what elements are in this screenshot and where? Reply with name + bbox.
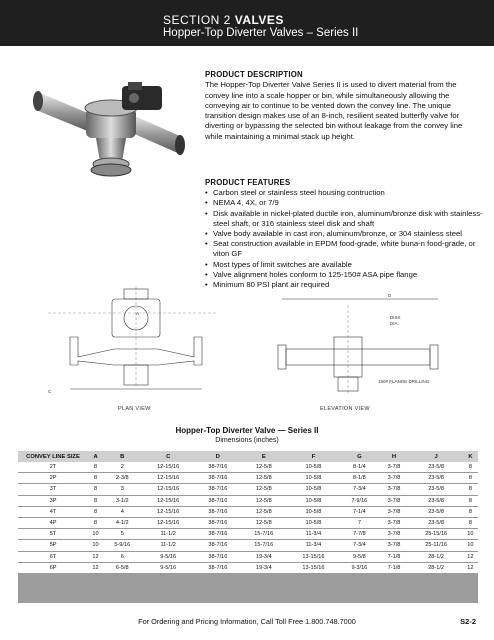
dimension-cell: 8 <box>88 517 103 528</box>
dimension-cell: 38-7/16 <box>195 551 241 562</box>
dimension-cell: 10 <box>88 540 103 551</box>
page-header <box>0 0 494 46</box>
column-header: G <box>340 451 378 462</box>
dimension-cell: 38-7/16 <box>195 462 241 473</box>
feature-item: • Carbon steel or stainless steel housing contruction <box>205 188 485 198</box>
dimension-cell: 13-15/16 <box>287 551 340 562</box>
table-row <box>18 517 478 528</box>
dimension-cell: 15-7/16 <box>241 540 287 551</box>
table-row <box>18 562 478 573</box>
page-number: S2-2 <box>460 617 476 626</box>
dimension-cell: 12 <box>88 551 103 562</box>
dimension-cell: 10 <box>88 529 103 540</box>
section-word: VALVES <box>234 13 284 27</box>
column-header: D <box>195 451 241 462</box>
dimension-cell: 11-1/2 <box>141 540 194 551</box>
dimension-cell: 7-9/16 <box>340 495 378 506</box>
dim-label-disk: DISK <box>390 315 401 320</box>
dimension-cell: 12-5/8 <box>241 506 287 517</box>
column-header: K <box>463 451 478 462</box>
dimension-cell: 2 <box>103 462 141 473</box>
dimension-cell: 28-1/2 <box>409 551 462 562</box>
dimension-cell: 3-7/8 <box>379 540 410 551</box>
features-list <box>205 188 485 290</box>
plan-view-drawing <box>48 287 218 394</box>
dimension-cell: 13-15/16 <box>287 562 340 573</box>
dimension-cell: 7-1/8 <box>379 551 410 562</box>
dim-label-d: D <box>388 293 392 298</box>
dimension-cell: 9-3/16 <box>340 562 378 573</box>
feature-item: • Minimum 80 PSI plant air required <box>205 280 485 290</box>
dimension-cell: 12-5/8 <box>241 517 287 528</box>
table-row <box>18 484 478 495</box>
dimension-cell: 23-5/8 <box>409 462 462 473</box>
dimension-cell: 7-3/4 <box>340 540 378 551</box>
feature-item: • Disk available in nickel-plated ductile iron, aluminum/bronze disk with stainless-steel shaft, or 316 stainless steel disk and shaft <box>205 209 485 229</box>
dimension-cell: 8 <box>463 506 478 517</box>
table-row <box>18 506 478 517</box>
dimension-cell: 10 <box>463 529 478 540</box>
section-number: SECTION 2 <box>163 13 231 27</box>
dimension-cell: 8 <box>463 517 478 528</box>
column-header: J <box>409 451 462 462</box>
table-row <box>18 551 478 562</box>
dimension-cell: 7-3/4 <box>340 484 378 495</box>
dimension-cell: 8 <box>463 484 478 495</box>
features-heading: PRODUCT FEATURES <box>205 178 291 187</box>
table-row <box>18 540 478 551</box>
dimension-cell: 12-15/16 <box>141 484 194 495</box>
dimension-cell: 3-7/8 <box>379 484 410 495</box>
elevation-view-drawing <box>278 293 438 395</box>
column-header: E <box>241 451 287 462</box>
dimension-cell: 11-3/4 <box>287 540 340 551</box>
dimension-cell: 8 <box>88 484 103 495</box>
dimension-cell: 23-5/8 <box>409 484 462 495</box>
table-body <box>18 462 478 573</box>
dimension-cell: 8 <box>88 473 103 484</box>
dimension-cell: 10-5/8 <box>287 517 340 528</box>
dimension-cell: 38-7/16 <box>195 529 241 540</box>
ordering-info: For Ordering and Pricing Information, Call Toll Free 1.800.748.7000 <box>138 617 356 626</box>
dimension-cell: 8 <box>88 495 103 506</box>
dimension-cell: 12-15/16 <box>141 495 194 506</box>
page-title: Hopper-Top Diverter Valves – Series II <box>163 27 359 39</box>
elevation-view-label: ELEVATION VIEW <box>320 406 370 412</box>
dimension-cell: 8 <box>463 473 478 484</box>
dimension-cell: 23-5/8 <box>409 495 462 506</box>
dimension-cell: 38-7/16 <box>195 484 241 495</box>
dimension-cell: 12 <box>88 562 103 573</box>
line-size-cell: 6P <box>18 562 88 573</box>
dimension-cell: 12-15/16 <box>141 506 194 517</box>
product-features <box>205 178 485 290</box>
dimension-cell: 9-5/16 <box>141 562 194 573</box>
product-photo <box>30 70 190 182</box>
table-title: Hopper-Top Diverter Valve — Series II <box>175 426 319 435</box>
dimension-cell: 2-3/8 <box>103 473 141 484</box>
dimension-cell: 12-5/8 <box>241 462 287 473</box>
dimension-cell: 8-1/8 <box>340 473 378 484</box>
line-size-cell: 2T <box>18 462 88 473</box>
dimension-cell: 10-5/8 <box>287 484 340 495</box>
dimension-cell: 3-1/2 <box>103 495 141 506</box>
dimension-cell: 38-7/16 <box>195 506 241 517</box>
dimension-cell: 12-15/16 <box>141 473 194 484</box>
dimension-cell: 8 <box>463 462 478 473</box>
dimension-cell: 3-7/8 <box>379 506 410 517</box>
column-header: F <box>287 451 340 462</box>
dimension-cell: 15-7/16 <box>241 529 287 540</box>
dimension-cell: 7-7/8 <box>340 529 378 540</box>
dimension-cell: 4 <box>103 506 141 517</box>
dimension-cell: 10 <box>463 540 478 551</box>
dimension-cell: 11-1/2 <box>141 529 194 540</box>
feature-item: • Most types of limit switches are available <box>205 260 485 270</box>
feature-item: • Valve alignment holes conform to 125-150# ASA pipe flange <box>205 270 485 280</box>
dimension-cell: 3-7/8 <box>379 495 410 506</box>
flange-note: 150# FLANGE DRILLING <box>378 379 430 384</box>
page-footer <box>0 617 494 629</box>
dim-label-dia: DIA. <box>390 321 399 326</box>
dimension-cell: 8 <box>463 495 478 506</box>
dimension-cell: 10-5/8 <box>287 506 340 517</box>
plan-view-label: PLAN VIEW <box>118 406 151 412</box>
feature-item: • NEMA 4, 4X, or 7/9 <box>205 198 485 208</box>
dimension-cell: 28-1/2 <box>409 562 462 573</box>
dimension-cell: 3-7/8 <box>379 462 410 473</box>
section-label <box>163 13 284 27</box>
dimension-cell: 6-5/8 <box>103 562 141 573</box>
dimension-cell: 10-5/8 <box>287 495 340 506</box>
dimension-cell: 8 <box>88 506 103 517</box>
dimension-cell: 3-7/8 <box>379 529 410 540</box>
dimension-cell: 9-5/16 <box>141 551 194 562</box>
dim-label-c: C <box>48 389 52 394</box>
feature-item: • Seat construction available in EPDM food-grade, white buna-n food-grade, or viton GF <box>205 239 485 259</box>
dimension-cell: 19-3/4 <box>241 562 287 573</box>
table-header-row <box>18 451 478 462</box>
description-text: The Hopper-Top Diverter Valve Series II is used to divert material from the convey line into a scale hopper or bin, while simultaneously allowing the conveying air to continue to be vented down the convey line. The unique transition design makes use of an 8-inch, resilient seated butterfly valve for diverting or bypassing the selected bin without leakage from the convey line while maintaining a minimal stack up height. <box>205 80 463 141</box>
dimension-cell: 3-7/8 <box>379 517 410 528</box>
column-header: A <box>88 451 103 462</box>
dimension-cell: 38-7/16 <box>195 562 241 573</box>
dimension-drawing <box>18 285 478 413</box>
dimension-cell: 11-3/4 <box>287 529 340 540</box>
dimension-cell: 8-1/4 <box>340 462 378 473</box>
dimension-cell: 12-5/8 <box>241 473 287 484</box>
table-row <box>18 529 478 540</box>
column-header: B <box>103 451 141 462</box>
dimension-cell: 12-15/16 <box>141 517 194 528</box>
table-row <box>18 473 478 484</box>
dimension-cell: 5 <box>103 529 141 540</box>
footer-band <box>18 573 478 603</box>
line-size-cell: 3T <box>18 484 88 495</box>
line-size-cell: 4P <box>18 517 88 528</box>
table-row <box>18 462 478 473</box>
dimension-cell: 25-15/16 <box>409 529 462 540</box>
dimension-cell: 3 <box>103 484 141 495</box>
dimension-cell: 10-5/8 <box>287 473 340 484</box>
dimension-cell: 12 <box>463 562 478 573</box>
dimension-cell: 7-1/4 <box>340 506 378 517</box>
dimension-cell: 25-11/16 <box>409 540 462 551</box>
line-size-cell: 6T <box>18 551 88 562</box>
dimension-cell: 12-5/8 <box>241 495 287 506</box>
dimension-cell: 10-5/8 <box>287 462 340 473</box>
table-row <box>18 495 478 506</box>
dimension-cell: 5-9/16 <box>103 540 141 551</box>
dimension-cell: 38-7/16 <box>195 517 241 528</box>
dimension-cell: 9-5/8 <box>340 551 378 562</box>
column-header: H <box>379 451 410 462</box>
dim-label-a: A <box>136 311 140 316</box>
dimension-cell: 12-15/16 <box>141 462 194 473</box>
dimension-cell: 38-7/16 <box>195 540 241 551</box>
dimension-cell: 8 <box>88 462 103 473</box>
dimension-cell: 23-5/8 <box>409 506 462 517</box>
column-header: C <box>141 451 194 462</box>
dimension-cell: 19-3/4 <box>241 551 287 562</box>
dimension-cell: 38-7/16 <box>195 495 241 506</box>
dimension-cell: 6 <box>103 551 141 562</box>
dimension-cell: 7 <box>340 517 378 528</box>
dimension-cell: 7-1/8 <box>379 562 410 573</box>
description-heading: PRODUCT DESCRIPTION <box>205 70 303 79</box>
dimension-cell: 38-7/16 <box>195 473 241 484</box>
line-size-cell: 5P <box>18 540 88 551</box>
line-size-cell: 2P <box>18 473 88 484</box>
column-header: CONVEY LINE SIZE <box>18 451 88 462</box>
dimension-cell: 23-5/8 <box>409 517 462 528</box>
dimension-cell: 4-1/2 <box>103 517 141 528</box>
feature-item: • Valve body available in cast iron, aluminum/bronze, or 304 stainless steel <box>205 229 485 239</box>
line-size-cell: 5T <box>18 529 88 540</box>
dimension-cell: 12 <box>463 551 478 562</box>
dimension-cell: 3-7/8 <box>379 473 410 484</box>
dimensions-table <box>18 451 478 574</box>
dimension-cell: 12-5/8 <box>241 484 287 495</box>
dimension-cell: 23-5/8 <box>409 473 462 484</box>
line-size-cell: 4T <box>18 506 88 517</box>
line-size-cell: 3P <box>18 495 88 506</box>
table-subtitle: Dimensions (inches) <box>215 437 279 444</box>
product-description <box>205 70 477 142</box>
